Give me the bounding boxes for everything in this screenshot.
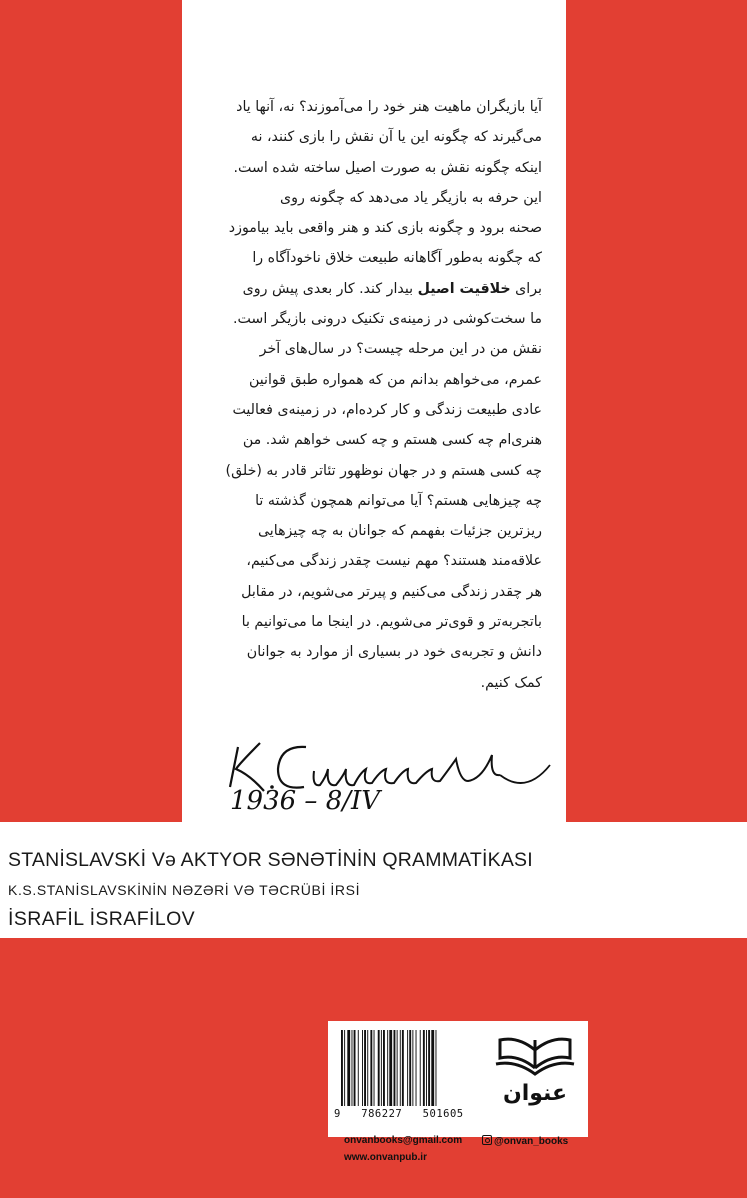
quote-line: که چگونه به‌طور آگاهانه طبیعت خلاق ناخودآگاه را — [252, 250, 542, 267]
quote-line: باتجربه‌تر و قوی‌تر می‌شویم. در اینجا ما می‌توانیم با — [241, 614, 542, 631]
barcode-bar — [436, 1030, 437, 1106]
quote-line: ما سخت‌کوشی در زمینه‌ی تکنیک درونی بازیگر است. — [232, 311, 542, 328]
instagram-icon — [482, 1135, 492, 1145]
publisher-logo — [492, 1030, 578, 1106]
barcode-bar — [423, 1030, 425, 1106]
quote-line: نقش من در این مرحله چیست؟ در سال‌های آخر — [259, 341, 542, 358]
publisher-instagram[interactable] — [482, 1135, 568, 1147]
quote-line: ریزترین جزئیات بفهمم که جوانان به چه چیزهایی — [257, 523, 542, 540]
quote-line: دانش و تجربه‌ی خود در بسیاری از موارد به جوانان — [246, 644, 542, 661]
barcode-bar — [420, 1030, 421, 1106]
barcode-bar — [394, 1030, 396, 1106]
barcode-bar — [362, 1030, 363, 1106]
quote-line: کمک کنیم. — [480, 674, 542, 691]
quote-line: آیا بازیگران ماهیت هنر خود را می‌آموزند؟ نه، آنها یاد — [236, 99, 542, 115]
barcode-bar — [378, 1030, 380, 1106]
publisher-website[interactable]: www.onvanpub.ir — [344, 1152, 427, 1163]
barcode-bar — [402, 1030, 404, 1106]
quote-line: عادی طبیعت زندگی و کار کرده‌ام، در زمینه‌ی فعالیت — [232, 401, 542, 418]
barcode-bar — [344, 1030, 345, 1106]
barcode-bar — [347, 1030, 350, 1106]
barcode-bar — [358, 1030, 359, 1106]
barcode-bar — [370, 1030, 372, 1106]
quote-text — [210, 92, 542, 698]
barcode-bar — [416, 1030, 417, 1106]
quote-line: اینکه چگونه نقش به صورت اصیل ساخته شده است. — [233, 159, 542, 176]
book-subtitle: K.S.STANİSLAVSKİNİN NƏZƏRİ VƏ TƏCRÜBİ İRSİ — [8, 882, 361, 898]
barcode-bar — [387, 1030, 388, 1106]
barcode-bar — [383, 1030, 385, 1106]
quote-line: عمرم، می‌خواهم بدانم من که همواره طبق قوانین — [248, 371, 542, 388]
quote-line: صحنه برود و چگونه بازی کند و هنر واقعی باید بیاموزد — [228, 220, 542, 237]
logo-text: عنوان — [502, 1081, 568, 1106]
signature-date: 1936 – 8/IV — [230, 786, 381, 815]
barcode-bar — [352, 1030, 353, 1106]
publisher-email[interactable]: onvanbooks@gmail.com — [344, 1135, 463, 1146]
quote-line: می‌گیرند که چگونه این یا آن نقش را بازی کنند، نه — [250, 129, 542, 146]
barcode-bar — [374, 1030, 375, 1106]
book-title: STANİSLAVSKİ Və AKTYOR SƏNƏTİNİN QRAMMATİKASI — [8, 849, 533, 871]
barcode-bar — [381, 1030, 382, 1106]
isbn-number: 9 786227 501605 — [334, 1108, 464, 1120]
barcode-bar — [409, 1030, 411, 1106]
barcode-bar — [341, 1030, 343, 1106]
quote-line: هنری‌ام چه کسی هستم و چه کسی خواهم شد. من — [242, 432, 542, 449]
barcode-bar — [412, 1030, 413, 1106]
barcode-bar — [397, 1030, 398, 1106]
barcode-bar — [367, 1030, 368, 1106]
isbn-barcode — [339, 1028, 482, 1112]
quote-line: هر چقدر زندگی می‌کنیم و پیرتر می‌شویم، در مقابل — [241, 583, 542, 600]
signature-image — [220, 725, 560, 815]
barcode-bar — [426, 1030, 427, 1106]
barcode-bar — [364, 1030, 366, 1106]
barcode-bar — [400, 1030, 401, 1106]
barcode-bar — [431, 1030, 434, 1106]
barcode-bar — [354, 1030, 356, 1106]
quote-line: چه چیزهایی هستم؟ آیا می‌توانم همچون گذشته تا — [255, 492, 542, 509]
barcode-bar — [428, 1030, 430, 1106]
highlighted-phrase: خلاقیت اصیل — [417, 280, 511, 297]
instagram-handle: @onvan_books — [494, 1136, 569, 1147]
barcode-bar — [407, 1030, 408, 1106]
quote-line: چه کسی هستم و در جهان نوظهور تئاتر قادر به (خلق) — [225, 462, 542, 479]
barcode-bar — [389, 1030, 392, 1106]
quote-line: علاقه‌مند هستند؟ مهم نیست چقدر زندگی می‌کنیم، — [246, 553, 542, 570]
book-icon — [496, 1039, 574, 1074]
book-author: İSRAFİL İSRAFİLOV — [8, 908, 196, 930]
quote-line: این حرفه به بازیگر یاد می‌دهد که چگونه روی — [280, 189, 542, 206]
quote-line: برای خلاقیت اصیل بیدار کند. کار بعدی پیش روی — [242, 280, 542, 297]
